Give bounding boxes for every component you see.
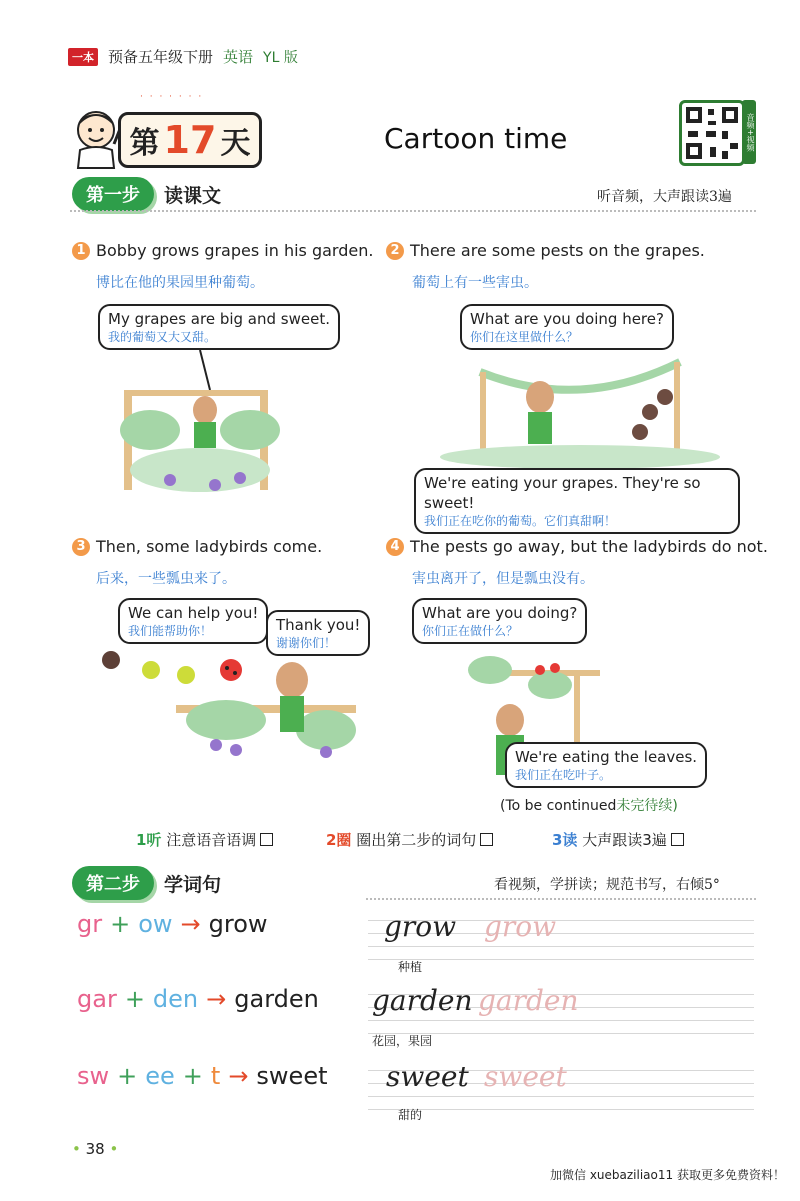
phonics-sweet [77, 1062, 328, 1090]
tbc-en: (To be continued [500, 798, 617, 814]
bubble-en: Thank you! [276, 616, 361, 634]
plus-sign: + [110, 910, 131, 938]
publisher-logo: 一本 [68, 48, 98, 66]
arrow-icon: → [206, 985, 227, 1013]
qr-media-label: 音频+视频 [742, 100, 756, 164]
story-sentence-1 [72, 241, 373, 260]
phonics-part: ee [145, 1062, 175, 1090]
phonics-part: t [210, 1062, 221, 1090]
panel-number-2: 2 [386, 242, 404, 260]
step2-title: 学词句 [164, 873, 222, 896]
day-prefix: 第 [129, 126, 160, 161]
handwriting-word: sweet [386, 1060, 469, 1093]
bubble-en: My grapes are big and sweet. [108, 310, 330, 328]
trace-word[interactable]: grow [484, 910, 557, 943]
handwriting-word: grow [384, 910, 457, 943]
phonics-part: gar [77, 985, 117, 1013]
checkbox[interactable] [260, 833, 273, 846]
trace-word[interactable]: sweet [484, 1060, 567, 1093]
task-text: 圈出第二步的词句 [356, 831, 477, 849]
phonics-garden [77, 985, 319, 1013]
day-suffix: 天 [220, 126, 251, 161]
sentence-cn-4: 害虫离开了，但是瓢虫没有。 [412, 571, 594, 587]
sentence-en: There are some pests on the grapes. [410, 241, 705, 260]
sentence-en: The pests go away, but the ladybirds do not. [410, 537, 768, 556]
panel-number-3: 3 [72, 538, 90, 556]
step1-header [72, 177, 221, 211]
bubble-cn: 我们正在吃你的葡萄。它们真甜啊！ [424, 514, 617, 528]
plus-sign: + [182, 1062, 203, 1090]
task-label: 3读 [552, 831, 578, 849]
step2-note: 看视频，学拼读；规范书写，右倾5° [494, 877, 720, 893]
pests-illustration [440, 352, 720, 470]
story-sentence-4 [386, 537, 768, 556]
word-meaning: 花园，果园 [372, 1034, 433, 1048]
speech-bubble [98, 304, 340, 350]
grape-garden-illustration [110, 350, 290, 500]
step2-pill: 第二步 [72, 866, 154, 900]
step1-note: 听音频，大声跟读3遍 [597, 189, 732, 205]
sentence-cn-2: 葡萄上有一些害虫。 [412, 275, 538, 291]
bubble-en: What are you doing here? [470, 310, 664, 328]
boy-mascot-icon [66, 104, 126, 170]
sentence-en: Then, some ladybirds come. [96, 537, 323, 556]
tbc-cn: 未完待续) [616, 798, 678, 814]
task-label: 1听 [136, 831, 162, 849]
step1-pill: 第一步 [72, 177, 154, 211]
handwriting-word: garden [372, 984, 473, 1017]
plus-sign: + [117, 1062, 138, 1090]
edition: YL 版 [263, 49, 298, 66]
trace-word[interactable]: garden [478, 984, 579, 1017]
divider [366, 898, 756, 900]
story-sentence-3 [72, 537, 322, 556]
word-meaning: 甜的 [398, 1108, 423, 1122]
task-circle [326, 829, 493, 850]
speech-bubble [505, 742, 707, 788]
decorative-arc: · · · · · · · [140, 92, 204, 102]
speech-bubble [412, 598, 587, 644]
checkbox[interactable] [480, 833, 493, 846]
bubble-cn: 我们正在吃叶子。 [515, 768, 612, 782]
bubble-cn: 你们在这里做什么？ [470, 330, 579, 344]
task-label: 2圈 [326, 831, 352, 849]
bubble-en: We can help you! [128, 604, 259, 622]
task-text: 大声跟读3遍 [582, 831, 667, 849]
panel-number-4: 4 [386, 538, 404, 556]
phonics-part: ow [138, 910, 173, 938]
bubble-cn: 你们正在做什么？ [422, 624, 519, 638]
bubble-cn: 谢谢你们！ [276, 636, 337, 650]
word-meaning: 种植 [398, 960, 423, 974]
task-read [552, 829, 684, 850]
phonics-part: sw [77, 1062, 110, 1090]
day-badge [118, 112, 262, 168]
task-listen [136, 829, 273, 850]
sentence-cn-1: 博比在他的果园里种葡萄。 [96, 275, 264, 291]
plus-sign: + [124, 985, 145, 1013]
story-sentence-2 [386, 241, 705, 260]
word: garden [234, 985, 319, 1013]
step2-header [72, 866, 221, 900]
page-title: Cartoon time [384, 122, 568, 155]
phonics-grow [77, 910, 268, 938]
footer-note: 加微信 xuebaziliao11 获取更多免费资料！ [550, 1168, 785, 1182]
ladybirds-illustration [96, 640, 356, 770]
bubble-cn: 我的葡萄又大又甜。 [108, 330, 217, 344]
phonics-part: gr [77, 910, 103, 938]
day-number: 17 [163, 118, 217, 162]
book-name: 预备五年级下册 [108, 48, 214, 66]
page-number-text: 38 [85, 1140, 105, 1158]
speech-bubble [118, 598, 268, 644]
panel-number-1: 1 [72, 242, 90, 260]
page-number: • 38 • [72, 1140, 119, 1158]
step1-title: 读课文 [164, 184, 222, 207]
arrow-icon: → [228, 1062, 249, 1090]
bubble-en: We're eating your grapes. They're so sweet! [424, 474, 701, 512]
bubble-en: We're eating the leaves. [515, 748, 698, 766]
word: sweet [256, 1062, 328, 1090]
task-text: 注意语音语调 [166, 831, 257, 849]
sentence-cn-3: 后来，一些瓢虫来了。 [96, 571, 236, 587]
bubble-en: What are you doing? [422, 604, 578, 622]
speech-bubble [414, 468, 740, 534]
word: grow [208, 910, 268, 938]
qr-code-icon[interactable] [679, 100, 745, 166]
sentence-en: Bobby grows grapes in his garden. [96, 241, 374, 260]
subject: 英语 [223, 48, 254, 66]
divider [70, 210, 756, 212]
checkbox[interactable] [671, 833, 684, 846]
to-be-continued [500, 795, 678, 815]
speech-bubble [460, 304, 674, 350]
arrow-icon: → [180, 910, 201, 938]
phonics-part: den [152, 985, 199, 1013]
bubble-cn: 我们能帮助你！ [128, 624, 213, 638]
running-header [68, 46, 298, 67]
